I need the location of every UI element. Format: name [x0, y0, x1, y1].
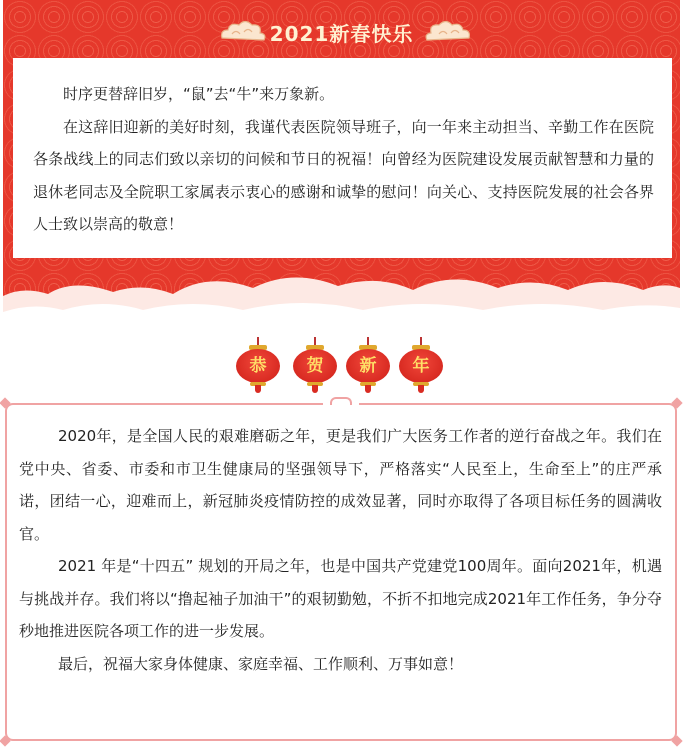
body-paragraph: 2021 年是“十四五” 规划的开局之年，也是中国共产党建党100周年。面向2021年，机遇与挑战并存。我们将以“撸起袖子加油干”的艰韧勤勉，不折不扣地完成2021年工作任务，争分夺秒地推进医院各项工作的进一步发展。	[19, 557, 662, 640]
greeting-banner	[3, 0, 680, 330]
banner-title: 2021新春快乐	[269, 22, 414, 46]
lantern	[345, 337, 391, 393]
body-paragraph: 最后，祝福大家身体健康、家庭幸福、工作顺利、万事如意！	[58, 654, 464, 673]
cloud-icon	[423, 18, 473, 44]
lantern-character: 年	[399, 349, 443, 383]
lantern-character: 新	[346, 349, 390, 383]
body-paragraph: 2020年，是全国人民的艰难磨砺之年，更是我们广大医务工作者的逆行奋战之年。我们在党中央、省委、市委和市卫生健康局的坚强领导下，严格落实“人民至上，生命至上”的庄严承诺，团结一心，迎难而上，新冠肺炎疫情防控的成效显著，同时亦取得了各项目标任务的圆满收官。	[19, 427, 662, 543]
lantern	[292, 337, 338, 393]
cloud-divider	[3, 268, 680, 330]
frame-ornament	[330, 397, 352, 405]
message-body	[19, 420, 662, 680]
lantern	[398, 337, 444, 393]
lantern	[235, 337, 281, 393]
letter-paragraph: 时序更替辞旧岁，“鼠”去“牛”来万象新。	[63, 85, 335, 103]
lantern-character: 恭	[236, 349, 280, 383]
greeting-letter	[13, 58, 672, 258]
lantern-character: 贺	[293, 349, 337, 383]
letter-paragraph: 在这辞旧迎新的美好时刻，我谨代表医院领导班子，向一年来主动担当、辛勤工作在医院各条战线上的同志们致以亲切的问候和节日的祝福！向曾经为医院建设发展贡献智慧和力量的退休老同志及全院职工家属表示衷心的感谢和诚挚的慰问！向关心、支持医院发展的社会各界人士致以崇高的敬意！	[33, 117, 654, 233]
